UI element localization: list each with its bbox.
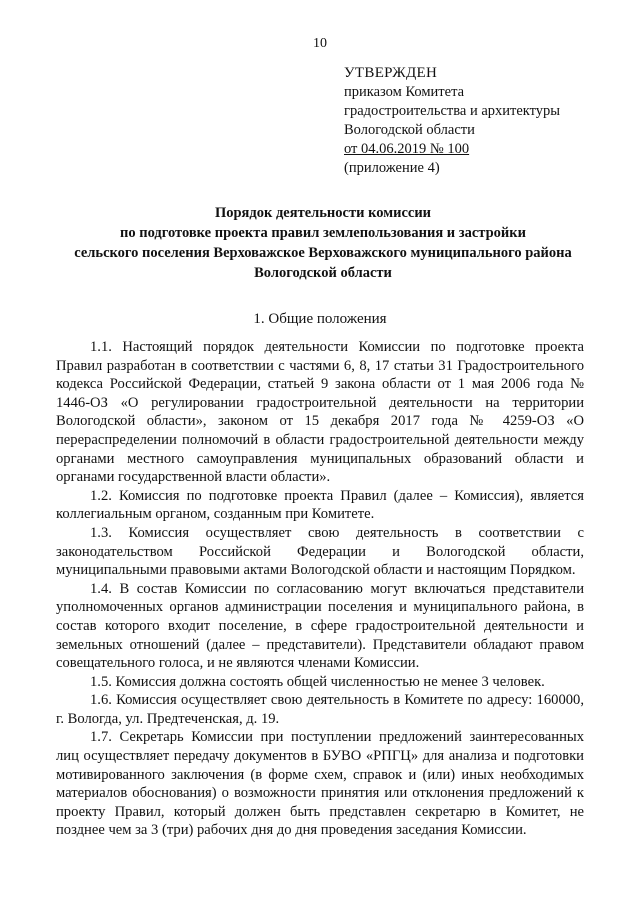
paragraph-1-2: 1.2. Комиссия по подготовке проекта Правил (далее – Комиссия), является коллегиальным органом, созданным при Комитете. [56, 487, 584, 523]
paragraph-1-1: 1.1. Настоящий порядок деятельности Комиссии по подготовке проекта Правил разработан в соответствии с частями 6, 8, 17 статьи 31 Градостроительного кодекса Российской Федерации, статьей 9 закона области от 1 мая 2006 года № 1446-ОЗ «О регулировании градостроительной деятельности на территории Вологодской области», законом от 15 декабря 2017 года № 4259-ОЗ «О перераспределении полномочий в области градостроительной деятельности между органами местного самоуправления муниципальных образований области и органами государственной власти области». [56, 339, 584, 486]
approval-appendix: (приложение 4) [344, 160, 440, 176]
page-number: 10 [313, 36, 327, 51]
title-line-1: Порядок деятельности комиссии [214, 205, 432, 221]
approval-stamp [344, 64, 624, 178]
document-title [40, 203, 606, 283]
paragraph-1-6: 1.6. Комиссия осуществляет свою деятельность в Комитете по адресу: 160000, г. Вологда, ул. Предтеченская, д. 19. [56, 692, 584, 727]
approval-order-number: от 04.06.2019 № 100 [344, 141, 470, 157]
title-line-4: Вологодской области [254, 265, 392, 281]
paragraph-1-4: 1.4. В состав Комиссии по согласованию могут включаться представители уполномоченных органов администрации поселения и муниципального района, в состав которого входит поселение, в сфере градостроительной деятельности и земельных отношений (далее – представители). Представители обладают правом совещательного голоса, и не являются членами Комиссии. [56, 580, 584, 672]
approval-line-order-by: приказом Комитета [344, 84, 465, 100]
title-line-3: сельского поселения Верховажское Верховажского муниципального района [74, 245, 572, 261]
document-body [56, 338, 584, 840]
paragraph-1-5: 1.5. Комиссия должна состоять общей численностью не менее 3 человек. [90, 673, 545, 690]
approval-line-region: Вологодской области [344, 122, 475, 138]
approval-heading: УТВЕРЖДЕН [344, 65, 438, 81]
approval-line-committee: градостроительства и архитектуры [344, 103, 561, 119]
paragraph-1-7: 1.7. Секретарь Комиссии при поступлении предложений заинтересованных лиц осуществляет передачу документов в БУВО «РПГЦ» для анализа и подготовки мотивированного заключения (в форме схем, справок и (или) иных необходимых материалов обоснования) о возможности принятия или отклонения предложений к проекту Правил, который должен быть представлен секретарю в Комитет, не позднее чем за 3 (три) рабочих дня до дня проведения заседания Комиссии. [56, 729, 584, 839]
section-heading: 1. Общие положения [253, 311, 387, 327]
title-line-2: по подготовке проекта правил землепользования и застройки [120, 225, 526, 241]
paragraph-1-3: 1.3. Комиссия осуществляет свою деятельность в соответствии с законодательством Российской Федерации и Вологодской области, муниципальными правовыми актами Вологодской области и настоящим Порядком. [56, 524, 584, 579]
